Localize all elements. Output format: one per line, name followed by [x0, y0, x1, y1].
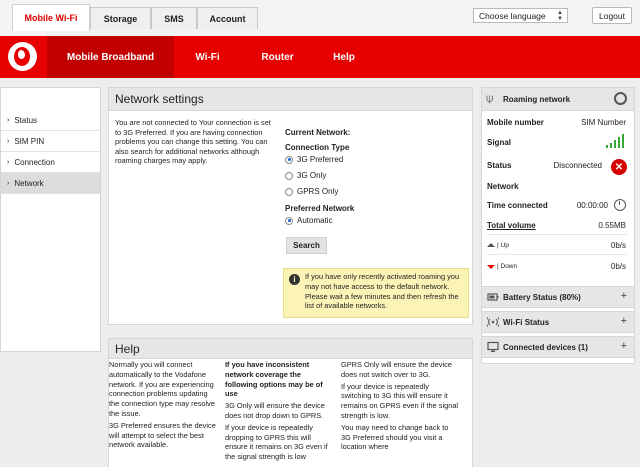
download-value: 0b/s: [610, 262, 626, 271]
radio-selected-icon: [285, 217, 293, 225]
page-title: Network settings: [109, 88, 472, 111]
download-arrow-icon: [487, 265, 495, 269]
connected-devices-panel[interactable]: [481, 336, 635, 358]
expand-icon[interactable]: +: [620, 340, 627, 352]
battery-icon: [487, 291, 499, 303]
sidebar-item-connection[interactable]: [1, 152, 100, 173]
monitor-icon: [487, 341, 499, 353]
preferred-network-label: Preferred Network: [285, 204, 355, 213]
download-label: | Down: [497, 263, 518, 270]
globe-icon[interactable]: [614, 92, 627, 105]
help-column-1: [109, 360, 217, 452]
language-select[interactable]: [473, 8, 568, 23]
help-paragraph: GPRS Only will ensure the device does not switch over to 3G.: [341, 360, 452, 379]
upload-value: 0b/s: [610, 241, 626, 250]
radio-label: GPRS Only: [297, 187, 339, 196]
mobile-number-label: Mobile number: [487, 118, 544, 127]
nav-mobile-broadband[interactable]: Mobile Broadband: [47, 36, 174, 78]
help-column-3: [341, 360, 459, 454]
chevron-right-icon: ›: [7, 158, 10, 166]
divider: [487, 234, 627, 235]
tab-storage[interactable]: Storage: [90, 7, 151, 29]
sidebar-item-network[interactable]: [1, 173, 100, 194]
chevron-right-icon: ›: [7, 137, 10, 145]
status-label: Status: [487, 161, 512, 170]
sidebar: [0, 87, 101, 352]
radio-icon: [285, 188, 293, 196]
sidebar-item-label: SIM PIN: [14, 136, 45, 146]
search-button[interactable]: Search: [286, 237, 327, 254]
total-volume-value: 0.55MB: [598, 221, 626, 230]
connection-type-label: Connection Type: [285, 143, 350, 152]
roaming-info-box: [283, 268, 469, 318]
help-title: Help: [109, 339, 472, 359]
vodafone-logo-icon[interactable]: [8, 42, 37, 71]
mobile-number-value: SIM Number: [581, 118, 626, 127]
download-label-text: Down: [500, 263, 518, 270]
sidebar-item-sim-pin[interactable]: [1, 131, 100, 152]
nav-help[interactable]: Help: [333, 51, 355, 63]
help-column-2: [225, 360, 335, 464]
chevron-right-icon: ›: [7, 116, 10, 124]
time-connected-value: 00:00:00: [576, 201, 608, 210]
radio-3g-preferred[interactable]: [285, 155, 343, 164]
expand-icon[interactable]: +: [620, 315, 627, 327]
radio-selected-icon: [285, 156, 293, 164]
help-paragraph: If your device is repeatedly switching to 3G this will ensure it remains on GPRS even if the signal strength is low.: [341, 381, 459, 420]
upload-label: | Up: [497, 242, 509, 249]
tab-mobile-wifi[interactable]: Mobile Wi-Fi: [12, 4, 90, 31]
battery-status-title: Battery Status (80%): [503, 293, 581, 302]
logout-button[interactable]: Logout: [592, 7, 632, 24]
upload-label-text: Up: [500, 242, 509, 249]
info-icon: i: [289, 274, 300, 285]
divider: [487, 254, 627, 255]
tab-sms[interactable]: SMS: [151, 7, 197, 29]
roaming-title: Roaming network: [503, 95, 571, 104]
signal-label: Signal: [487, 138, 512, 147]
radio-icon: [285, 172, 293, 180]
help-heading: If you have inconsistent network coverage the following options may be of use: [225, 360, 323, 399]
antenna-icon: ⍦: [486, 91, 494, 105]
select-arrows-icon: ▲ ▼: [557, 10, 563, 22]
wifi-status-panel[interactable]: [481, 311, 635, 333]
help-paragraph: If your device is repeatedly dropping to GPRS this will ensure it remains on 3G even if the signal strength is low: [225, 422, 328, 462]
top-bar: [0, 0, 640, 36]
help-paragraph: You may need to change back to 3G Preferred should you visit a location where: [341, 422, 449, 452]
disconnected-icon: ✕: [611, 159, 627, 175]
time-connected-label: Time connected: [487, 201, 548, 210]
nav-wifi[interactable]: Wi-Fi: [195, 51, 220, 63]
radio-label: 3G Only: [297, 171, 327, 180]
nav-router[interactable]: Router: [261, 51, 294, 63]
wifi-status-title: Wi-Fi Status: [503, 318, 550, 327]
upload-arrow-icon: [487, 243, 495, 247]
tab-account[interactable]: Account: [197, 7, 258, 29]
network-intro-text: You are not connected to Your connection is set to 3G Preferred. If you are having connection problems you can change this setting. You can also search for additional networks although roaming charges may apply.: [115, 118, 271, 165]
sidebar-item-label: Connection: [14, 157, 55, 167]
main-nav: [0, 36, 640, 78]
sidebar-item-label: Status: [14, 115, 38, 125]
help-paragraph: Normally you will connect automatically to the Vodafone network. If you are experiencing connection problems updating the connection type may resolve the issue.: [109, 360, 215, 418]
help-paragraph: 3G Only will ensure the device does not drop down to GPRS.: [225, 401, 325, 420]
roaming-header: [482, 88, 634, 111]
total-volume-link[interactable]: Total volume: [487, 221, 536, 230]
info-text: If you have only recently activated roaming you may not have access to the default network. Please wait a few minutes and then refresh the list of available networks.: [305, 272, 460, 311]
radio-3g-only[interactable]: [285, 171, 326, 180]
wifi-icon: [487, 316, 499, 328]
signal-strength-icon: [606, 134, 626, 148]
radio-automatic[interactable]: [285, 216, 333, 225]
expand-icon[interactable]: +: [620, 290, 627, 302]
sidebar-item-status[interactable]: [1, 110, 100, 131]
help-panel: [108, 338, 473, 467]
help-paragraph: 3G Preferred ensures the device will attempt to select the best network available.: [109, 420, 216, 450]
connected-devices-title: Connected devices (1): [503, 343, 588, 352]
language-select-label: Choose language: [479, 10, 546, 21]
chevron-right-icon: ›: [7, 179, 10, 187]
current-network-label: Current Network:: [285, 128, 351, 137]
sidebar-item-label: Network: [14, 178, 44, 188]
network-settings-panel: [108, 87, 473, 325]
clock-icon: [614, 199, 626, 211]
radio-label: Automatic: [297, 216, 333, 225]
network-label: Network: [487, 182, 519, 191]
status-value: Disconnected: [553, 161, 602, 170]
battery-status-panel[interactable]: [481, 286, 635, 308]
radio-label: 3G Preferred: [297, 155, 344, 164]
radio-gprs-only[interactable]: [285, 187, 338, 196]
